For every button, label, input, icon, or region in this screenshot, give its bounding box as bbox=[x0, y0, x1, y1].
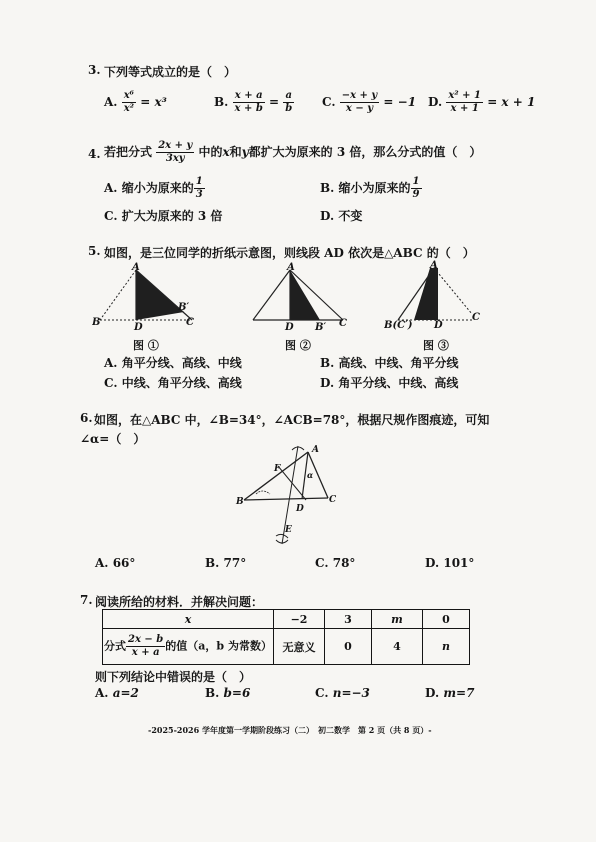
q3-b-fraction-right: $\frac{a}{b}$ bbox=[285, 90, 293, 114]
side-bc bbox=[244, 498, 328, 500]
q4-stem: 若把分式 $\frac{2x + y}{3xy}$ 中的x和y都扩大为原来的 3 倍，那么分式的值（ ） bbox=[104, 140, 482, 164]
q4-b-fraction: $\frac{1}{9}$ bbox=[412, 176, 420, 200]
q7-stem: 阅读所给的材料．并解决问题： bbox=[95, 595, 264, 609]
fold-shade-2 bbox=[290, 270, 320, 320]
q4-number: 4. bbox=[88, 147, 101, 161]
q4-a-fraction: $\frac{1}{3}$ bbox=[195, 176, 203, 200]
fold-shade-3 bbox=[414, 268, 438, 320]
q3-stem: 下列等式成立的是（ ） bbox=[104, 65, 237, 79]
q7-row-fraction: $\frac{2x - b}{x + a}$ bbox=[128, 634, 164, 658]
q6-label-e: E bbox=[285, 525, 292, 535]
q7-option-a[interactable]: A. a=2 bbox=[95, 686, 139, 700]
fold-shade-1 bbox=[136, 270, 184, 320]
q3-a-fraction: $\frac{\text{x⁶}}{\text{x²}}$ bbox=[123, 90, 135, 114]
q5-option-c[interactable]: C. 中线、角平分线、高线 bbox=[104, 376, 242, 390]
q7-row-label: 分式 $\frac{2x - b}{x + a}$ 的值（a，b 为常数） bbox=[103, 629, 274, 665]
q6-figure bbox=[232, 440, 342, 550]
q4-option-b[interactable]: B. 缩小为原来的 $\frac{1}{9}$ bbox=[320, 176, 420, 200]
q7-table bbox=[102, 609, 470, 665]
q4-option-c[interactable]: C. 扩大为原来的 3 倍 bbox=[104, 209, 223, 223]
q6-label-c: C bbox=[329, 495, 337, 505]
side-ab-2 bbox=[253, 270, 290, 320]
q4-option-a[interactable]: A. 缩小为原来的 $\frac{1}{3}$ bbox=[104, 176, 203, 200]
page-footer: -2025-2026 学年度第一学期阶段练习（二） 初二数学 第 2 页（共 8 页）- bbox=[148, 725, 432, 735]
q5-option-b[interactable]: B. 高线、中线、角平分线 bbox=[320, 356, 459, 370]
q5-caption-1: 图 ① bbox=[133, 339, 159, 352]
side-ba bbox=[244, 452, 308, 500]
q7-question: 则下列结论中错误的是（ ） bbox=[95, 670, 252, 684]
q3-c-fraction: $\frac{-x + y}{x - y}$ bbox=[341, 90, 378, 114]
q5-figure-2 bbox=[245, 262, 355, 332]
angle-b-arc bbox=[256, 491, 270, 494]
label-a-1: A bbox=[132, 262, 140, 273]
q7-header-x: x bbox=[103, 610, 274, 629]
q6-label-a: A bbox=[312, 445, 319, 455]
q3-option-c[interactable]: C. $\frac{-x + y}{x - y}$ = −1 bbox=[322, 90, 417, 114]
q5-option-a[interactable]: A. 角平分线、高线、中线 bbox=[104, 356, 242, 370]
q7-header-0: 0 bbox=[423, 610, 470, 629]
q3-option-b[interactable]: B. $\frac{x + a}{x + b}$ = $\frac{a}{b}$ bbox=[214, 90, 293, 114]
q6-option-d[interactable]: D. 101° bbox=[425, 556, 475, 570]
label-bc-prime-3: B(C′) bbox=[384, 320, 413, 331]
side-ab-1 bbox=[100, 270, 136, 320]
q7-header-neg2: −2 bbox=[274, 610, 325, 629]
q7-option-d[interactable]: D. m=7 bbox=[425, 686, 475, 700]
q6-label-b: B bbox=[236, 497, 244, 507]
label-d-3: D bbox=[434, 320, 443, 331]
label-a-2: A bbox=[287, 262, 295, 273]
q6-stem-line2: ∠α=（ ） bbox=[80, 432, 146, 446]
q3-option-a[interactable]: A. $\frac{\text{x⁶}}{\text{x²}}$ = x³ bbox=[104, 90, 167, 114]
q5-number: 5. bbox=[88, 244, 101, 258]
q7-value-4: 4 bbox=[372, 629, 423, 665]
q6-label-f: F bbox=[274, 464, 281, 474]
q3-d-fraction: $\frac{\text{x² + 1}}{x + 1}$ bbox=[448, 90, 481, 114]
q6-stem-line1: 如图，在△ABC 中，∠B=34°，∠ACB=78°，根据尺规作图痕迹，可知 bbox=[94, 413, 490, 427]
q7-table-value-row bbox=[103, 629, 470, 665]
side-ac-3 bbox=[434, 268, 472, 314]
label-c-2: C bbox=[339, 318, 347, 329]
q5-figure-3 bbox=[384, 258, 494, 332]
q6-option-c[interactable]: C. 78° bbox=[315, 556, 356, 570]
q4-stem-fraction: $\frac{2x + y}{3xy}$ bbox=[158, 140, 193, 164]
q5-caption-2: 图 ② bbox=[285, 339, 311, 352]
q7-option-c[interactable]: C. n=−3 bbox=[315, 686, 370, 700]
q3-number: 3. bbox=[88, 63, 101, 77]
q7-header-3: 3 bbox=[325, 610, 372, 629]
q3-option-d[interactable]: D. $\frac{\text{x² + 1}}{x + 1}$ = x + 1 bbox=[428, 90, 536, 114]
label-b-prime-2: B′ bbox=[315, 322, 327, 332]
label-d-2: D bbox=[285, 322, 294, 332]
q3-b-fraction-left: $\frac{x + a}{x + b}$ bbox=[234, 90, 263, 114]
q5-caption-3: 图 ③ bbox=[423, 339, 449, 352]
label-b-prime-1: B′ bbox=[178, 302, 190, 313]
label-c-3: C bbox=[472, 312, 480, 323]
q5-stem: 如图，是三位同学的折纸示意图，则线段 AD 依次是△ABC 的（ ） bbox=[104, 246, 475, 260]
q4-option-d[interactable]: D. 不变 bbox=[320, 209, 363, 223]
q6-label-alpha: α bbox=[307, 470, 314, 480]
label-b-1: B bbox=[92, 317, 101, 328]
q6-number: 6. bbox=[80, 411, 93, 425]
q7-value-n: n bbox=[423, 629, 470, 665]
q7-option-b[interactable]: B. b=6 bbox=[205, 686, 251, 700]
q6-option-a[interactable]: A. 66° bbox=[95, 556, 136, 570]
q5-option-d[interactable]: D. 角平分线、中线、高线 bbox=[320, 376, 459, 390]
q7-number: 7. bbox=[80, 593, 93, 607]
q7-table-header-row bbox=[103, 610, 470, 629]
q7-value-undefined: 无意义 bbox=[274, 629, 325, 665]
q6-option-b[interactable]: B. 77° bbox=[205, 556, 247, 570]
q7-value-0: 0 bbox=[325, 629, 372, 665]
label-a-3: A bbox=[430, 260, 438, 271]
q5-figure-1 bbox=[92, 262, 202, 332]
q6-label-d: D bbox=[296, 504, 304, 514]
label-d-1: D bbox=[134, 322, 143, 332]
label-c-1: C bbox=[186, 317, 194, 328]
q7-header-m: m bbox=[372, 610, 423, 629]
